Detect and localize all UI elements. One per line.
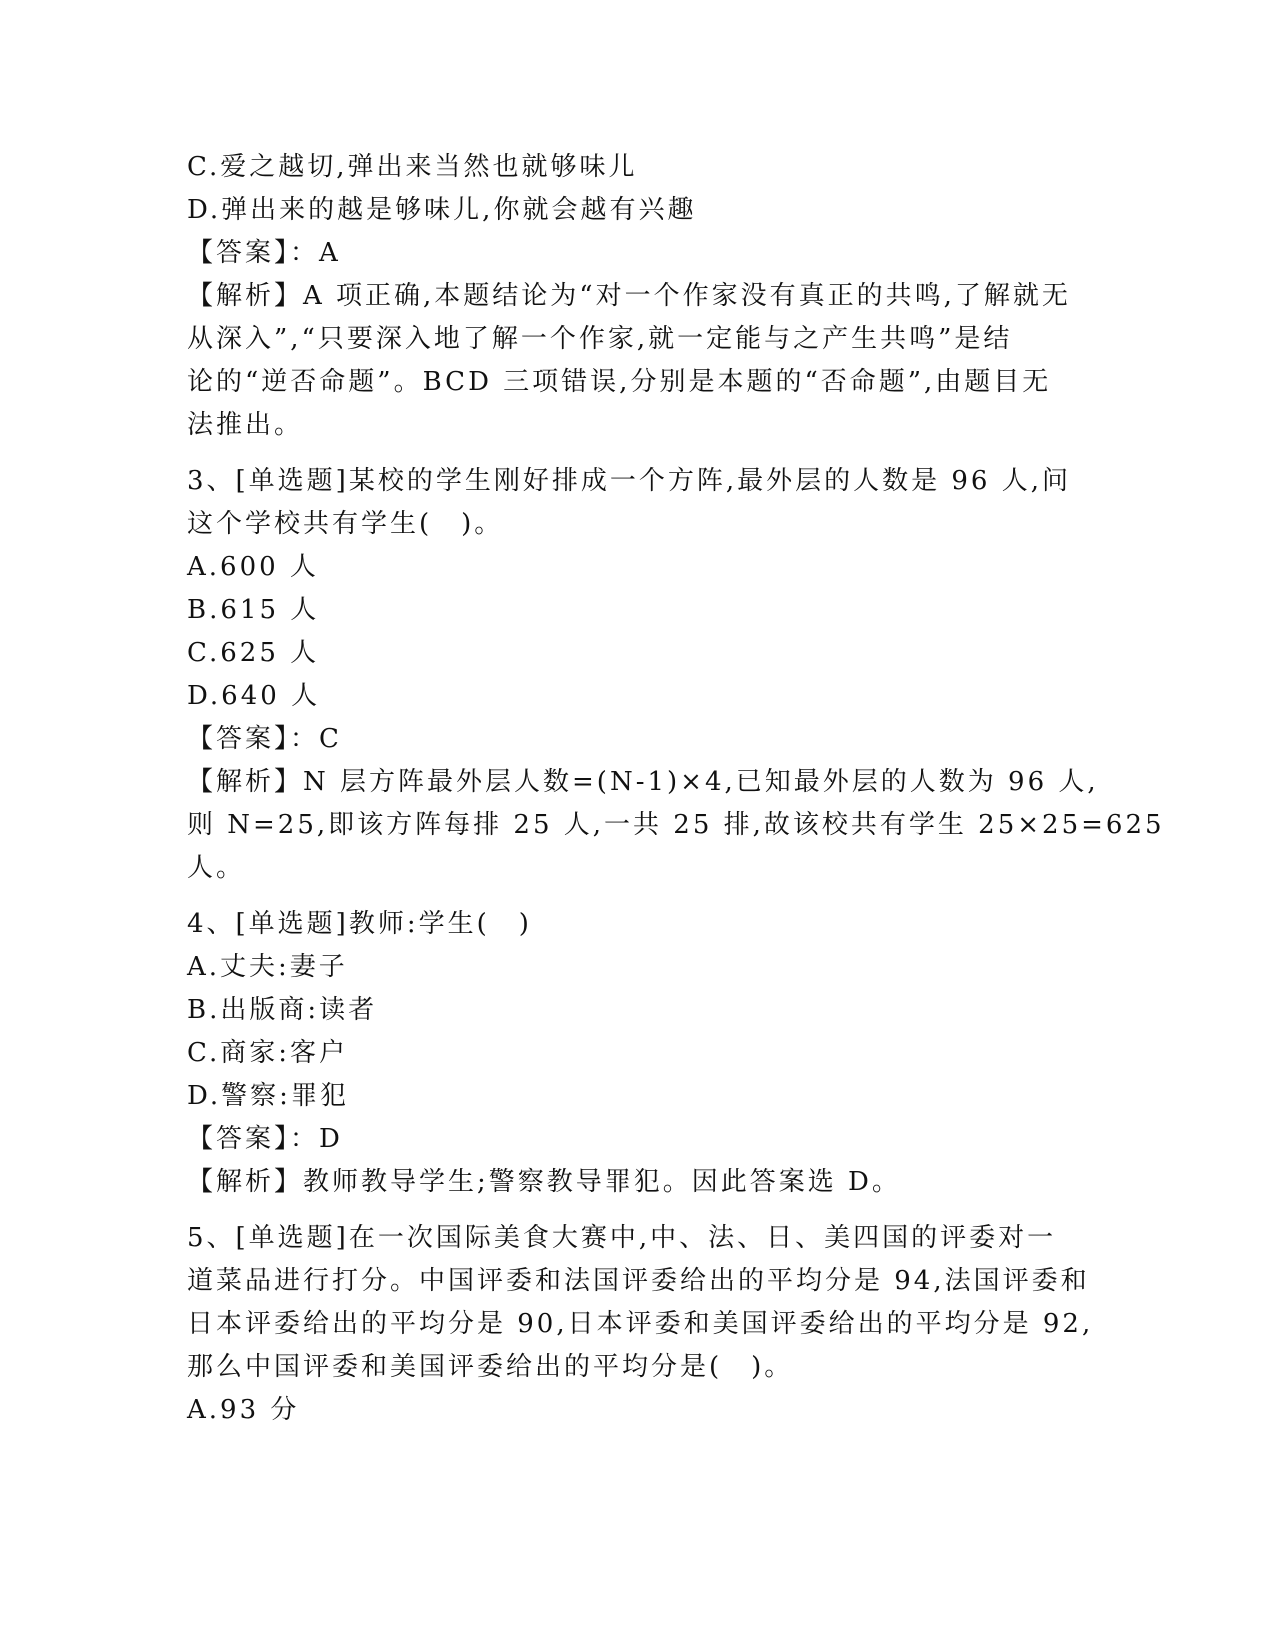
- analysis-line: 论的“逆否命题”。BCD 三项错误,分别是本题的“否命题”,由题目无: [187, 367, 1052, 397]
- option-c: C.商家:客户: [187, 1038, 348, 1068]
- option-d: D.640 人: [187, 681, 321, 711]
- option-b: B.出版商:读者: [187, 995, 378, 1025]
- spacer: [187, 890, 1087, 903]
- question-stem: 这个学校共有学生( )。: [187, 509, 504, 539]
- question-5: [187, 1217, 1094, 1432]
- answer: 【答案】：A: [187, 238, 341, 268]
- question-stem: 5、[单选题]在一次国际美食大赛中,中、法、日、美四国的评委对一: [187, 1223, 1057, 1253]
- spacer: [187, 447, 1087, 460]
- analysis-line: 从深入”,“只要深入地了解一个作家,就一定能与之产生共鸣”是结: [187, 324, 1013, 354]
- option-d: D.警察:罪犯: [187, 1081, 349, 1111]
- analysis-line: 【解析】N 层方阵最外层人数=(N-1)×4,已知最外层的人数为 96 人,: [187, 767, 1099, 797]
- option-a: A.93 分: [187, 1395, 300, 1425]
- answer: 【答案】：C: [187, 724, 342, 754]
- question-4: [187, 903, 1087, 1204]
- question-stem: 3、[单选题]某校的学生刚好排成一个方阵,最外层的人数是 96 人,问: [187, 466, 1071, 496]
- option-a: A.600 人: [187, 552, 319, 582]
- question-stem: 4、[单选题]教师:学生( ): [187, 909, 532, 939]
- document-page: [187, 146, 1165, 1432]
- analysis-line: 则 N=25,即该方阵每排 25 人,一共 25 排,故该校共有学生 25×25=625: [187, 810, 1165, 840]
- analysis-line: 【解析】教师教导学生;警察教导罪犯。因此答案选 D。: [187, 1167, 901, 1197]
- option-c: C.爱之越切,弹出来当然也就够味儿: [187, 152, 638, 182]
- analysis-line: 【解析】A 项正确,本题结论为“对一个作家没有真正的共鸣,了解就无: [187, 281, 1071, 311]
- analysis-line: 人。: [187, 853, 246, 883]
- option-b: B.615 人: [187, 595, 320, 625]
- question-3: [187, 460, 1165, 890]
- question-stem: 那么中国评委和美国评委给出的平均分是( )。: [187, 1352, 794, 1382]
- option-a: A.丈夫:妻子: [187, 952, 348, 982]
- answer: 【答案】：D: [187, 1124, 343, 1154]
- spacer: [187, 1204, 1087, 1217]
- question-2-continued: [187, 146, 1087, 447]
- question-stem: 道菜品进行打分。中国评委和法国评委给出的平均分是 94,法国评委和: [187, 1266, 1090, 1296]
- analysis-line: 法推出。: [187, 410, 304, 440]
- option-d: D.弹出来的越是够味儿,你就会越有兴趣: [187, 195, 697, 225]
- question-stem: 日本评委给出的平均分是 90,日本评委和美国评委给出的平均分是 92,: [187, 1309, 1094, 1339]
- option-c: C.625 人: [187, 638, 320, 668]
